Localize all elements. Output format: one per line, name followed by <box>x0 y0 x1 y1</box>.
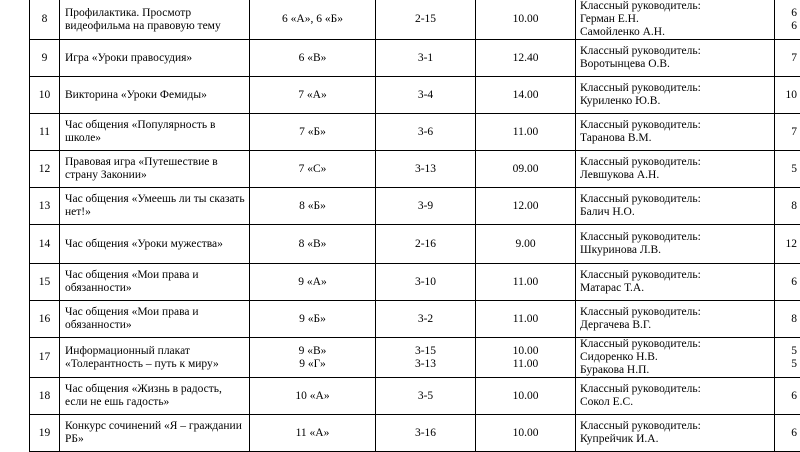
event-name-cell <box>60 77 250 114</box>
table-row <box>30 40 800 77</box>
class-line: 9 «Б» <box>253 313 372 326</box>
row-number-cell: 14 <box>30 225 60 264</box>
event-name: Час общения «Уроки мужества» <box>65 238 246 251</box>
count-line: 6 <box>778 20 797 33</box>
table-row <box>30 114 800 151</box>
responsible-cell <box>576 77 775 114</box>
room-line: 3-4 <box>379 89 472 102</box>
class-line: 10 «А» <box>253 390 372 403</box>
event-name: Информационный плакат «Толерантность – путь к миру» <box>65 345 246 371</box>
time-cell <box>476 264 576 301</box>
time-line: 10.00 <box>479 345 572 358</box>
event-name: Час общения «Умеешь ли ты сказать нет!» <box>65 193 246 219</box>
row-number-cell: 16 <box>30 301 60 338</box>
participant-count-cell <box>775 188 800 225</box>
responsible-cell <box>576 40 775 77</box>
responsible-cell <box>576 225 775 264</box>
responsible-line: Классный руководитель: <box>580 420 771 433</box>
room-line: 3-13 <box>379 358 472 371</box>
time-cell <box>476 378 576 415</box>
class-line: 8 «В» <box>253 238 372 251</box>
participant-count-cell <box>775 0 800 40</box>
room-line: 2-16 <box>379 238 472 251</box>
responsible-line: Классный руководитель: <box>580 156 771 169</box>
room-cell <box>376 114 476 151</box>
time-line: 11.00 <box>479 276 572 289</box>
responsible-cell <box>576 338 775 378</box>
event-name-cell <box>60 378 250 415</box>
room-cell <box>376 77 476 114</box>
responsible-line: Левшукова А.Н. <box>580 169 771 182</box>
responsible-line: Таранова В.М. <box>580 132 771 145</box>
time-cell <box>476 0 576 40</box>
time-cell <box>476 338 576 378</box>
class-cell <box>250 264 376 301</box>
class-cell <box>250 40 376 77</box>
count-line: 8 <box>778 200 797 213</box>
class-cell <box>250 188 376 225</box>
participant-count-cell <box>775 40 800 77</box>
responsible-cell <box>576 188 775 225</box>
time-cell <box>476 40 576 77</box>
table-row <box>30 151 800 188</box>
table-row <box>30 264 800 301</box>
responsible-line: Классный руководитель: <box>580 82 771 95</box>
room-cell <box>376 338 476 378</box>
class-line: 9 «В» <box>253 345 372 358</box>
room-cell <box>376 378 476 415</box>
row-number-cell: 11 <box>30 114 60 151</box>
room-cell <box>376 188 476 225</box>
count-line: 10 <box>778 89 797 102</box>
participant-count-cell <box>775 301 800 338</box>
event-name: Правовая игра «Путешествие в страну Законии» <box>65 156 246 182</box>
row-number-cell: 9 <box>30 40 60 77</box>
participant-count-cell <box>775 77 800 114</box>
table-row <box>30 0 800 40</box>
row-number-cell: 13 <box>30 188 60 225</box>
event-name-cell <box>60 0 250 40</box>
class-line: 7 «Б» <box>253 126 372 139</box>
class-line: 6 «А», 6 «Б» <box>253 13 372 26</box>
time-line: 12.00 <box>479 200 572 213</box>
responsible-line: Купрейчик И.А. <box>580 433 771 446</box>
room-line: 3-10 <box>379 276 472 289</box>
events-table-body <box>30 0 800 452</box>
row-number-cell: 18 <box>30 378 60 415</box>
room-cell <box>376 415 476 452</box>
room-line: 3-16 <box>379 427 472 440</box>
row-number-cell: 15 <box>30 264 60 301</box>
time-line: 09.00 <box>479 163 572 176</box>
participant-count-cell <box>775 378 800 415</box>
room-line: 3-1 <box>379 52 472 65</box>
responsible-cell <box>576 264 775 301</box>
room-line: 3-6 <box>379 126 472 139</box>
event-name: Профилактика. Просмотр видеофильма на правовую тему <box>65 7 246 33</box>
event-name-cell <box>60 415 250 452</box>
room-cell <box>376 264 476 301</box>
time-cell <box>476 225 576 264</box>
count-line: 7 <box>778 52 797 65</box>
responsible-line: Сокол Е.С. <box>580 396 771 409</box>
responsible-line: Буракова Н.П. <box>580 364 771 377</box>
event-name-cell <box>60 40 250 77</box>
count-line: 5 <box>778 345 797 358</box>
time-line: 12.40 <box>479 52 572 65</box>
row-number-cell: 10 <box>30 77 60 114</box>
event-name: Конкурс сочинений «Я – граждании РБ» <box>65 420 246 446</box>
responsible-line: Классный руководитель: <box>580 231 771 244</box>
table-row <box>30 338 800 378</box>
participant-count-cell <box>775 264 800 301</box>
count-line: 6 <box>778 427 797 440</box>
class-cell <box>250 77 376 114</box>
row-number-cell: 19 <box>30 415 60 452</box>
count-line: 6 <box>778 390 797 403</box>
events-table <box>29 0 800 452</box>
class-cell <box>250 151 376 188</box>
event-name: Час общения «Жизнь в радость, если не ешь гадость» <box>65 383 246 409</box>
count-line: 8 <box>778 313 797 326</box>
count-line: 12 <box>778 238 797 251</box>
participant-count-cell <box>775 225 800 264</box>
room-line: 3-5 <box>379 390 472 403</box>
responsible-line: Классный руководитель: <box>580 338 771 351</box>
table-row <box>30 225 800 264</box>
event-name: Игра «Уроки правосудия» <box>65 52 246 65</box>
time-line: 10.00 <box>479 390 572 403</box>
participant-count-cell <box>775 114 800 151</box>
event-name: Час общения «Популярность в школе» <box>65 119 246 145</box>
room-cell <box>376 225 476 264</box>
event-name-cell <box>60 338 250 378</box>
responsible-cell <box>576 301 775 338</box>
table-row <box>30 77 800 114</box>
event-name-cell <box>60 151 250 188</box>
room-cell <box>376 301 476 338</box>
class-line: 11 «А» <box>253 427 372 440</box>
class-line: 8 «Б» <box>253 200 372 213</box>
time-line: 11.00 <box>479 358 572 371</box>
time-line: 10.00 <box>479 427 572 440</box>
class-cell <box>250 378 376 415</box>
event-name: Час общения «Мои права и обязанности» <box>65 269 246 295</box>
responsible-line: Классный руководитель: <box>580 306 771 319</box>
class-line: 7 «А» <box>253 89 372 102</box>
time-cell <box>476 114 576 151</box>
table-row <box>30 188 800 225</box>
room-line: 3-15 <box>379 345 472 358</box>
responsible-cell <box>576 415 775 452</box>
responsible-line: Шкуринова Л.В. <box>580 244 771 257</box>
class-cell <box>250 301 376 338</box>
responsible-line: Классный руководитель: <box>580 193 771 206</box>
room-cell <box>376 40 476 77</box>
responsible-line: Балич Н.О. <box>580 206 771 219</box>
row-number-cell: 12 <box>30 151 60 188</box>
participant-count-cell <box>775 338 800 378</box>
event-name: Викторина «Уроки Фемиды» <box>65 89 246 102</box>
class-line: 6 «В» <box>253 52 372 65</box>
class-cell <box>250 225 376 264</box>
event-name-cell <box>60 301 250 338</box>
table-row <box>30 415 800 452</box>
class-cell <box>250 338 376 378</box>
participant-count-cell <box>775 415 800 452</box>
event-name-cell <box>60 188 250 225</box>
row-number-cell: 8 <box>30 0 60 40</box>
responsible-line: Классный руководитель: <box>580 0 771 13</box>
responsible-line: Дергачева В.Г. <box>580 319 771 332</box>
class-cell <box>250 415 376 452</box>
responsible-line: Классный руководитель: <box>580 45 771 58</box>
row-number-cell: 17 <box>30 338 60 378</box>
responsible-line: Классный руководитель: <box>580 383 771 396</box>
time-cell <box>476 77 576 114</box>
room-cell <box>376 151 476 188</box>
event-name: Час общения «Мои права и обязанности» <box>65 306 246 332</box>
time-line: 10.00 <box>479 13 572 26</box>
event-name-cell <box>60 225 250 264</box>
responsible-line: Герман Е.Н. <box>580 13 771 26</box>
count-line: 5 <box>778 163 797 176</box>
responsible-cell <box>576 151 775 188</box>
table-row <box>30 301 800 338</box>
responsible-line: Воротынцева О.В. <box>580 58 771 71</box>
time-line: 11.00 <box>479 126 572 139</box>
event-name-cell <box>60 114 250 151</box>
room-line: 2-15 <box>379 13 472 26</box>
responsible-line: Классный руководитель: <box>580 269 771 282</box>
time-cell <box>476 151 576 188</box>
responsible-line: Куриленко Ю.В. <box>580 95 771 108</box>
count-line: 6 <box>778 276 797 289</box>
time-line: 14.00 <box>479 89 572 102</box>
responsible-line: Самойленко А.Н. <box>580 26 771 39</box>
time-line: 9.00 <box>479 238 572 251</box>
time-cell <box>476 301 576 338</box>
responsible-line: Сидоренко Н.В. <box>580 351 771 364</box>
time-cell <box>476 415 576 452</box>
responsible-cell <box>576 114 775 151</box>
room-cell <box>376 0 476 40</box>
class-line: 7 «С» <box>253 163 372 176</box>
event-name-cell <box>60 264 250 301</box>
room-line: 3-9 <box>379 200 472 213</box>
responsible-cell <box>576 0 775 40</box>
class-line: 9 «Г» <box>253 358 372 371</box>
room-line: 3-2 <box>379 313 472 326</box>
class-line: 9 «А» <box>253 276 372 289</box>
table-row <box>30 378 800 415</box>
count-line: 6 <box>778 7 797 20</box>
responsible-cell <box>576 378 775 415</box>
count-line: 5 <box>778 358 797 371</box>
class-cell <box>250 0 376 40</box>
responsible-line: Классный руководитель: <box>580 119 771 132</box>
responsible-line: Матарас Т.А. <box>580 282 771 295</box>
room-line: 3-13 <box>379 163 472 176</box>
participant-count-cell <box>775 151 800 188</box>
time-cell <box>476 188 576 225</box>
class-cell <box>250 114 376 151</box>
time-line: 11.00 <box>479 313 572 326</box>
count-line: 7 <box>778 126 797 139</box>
